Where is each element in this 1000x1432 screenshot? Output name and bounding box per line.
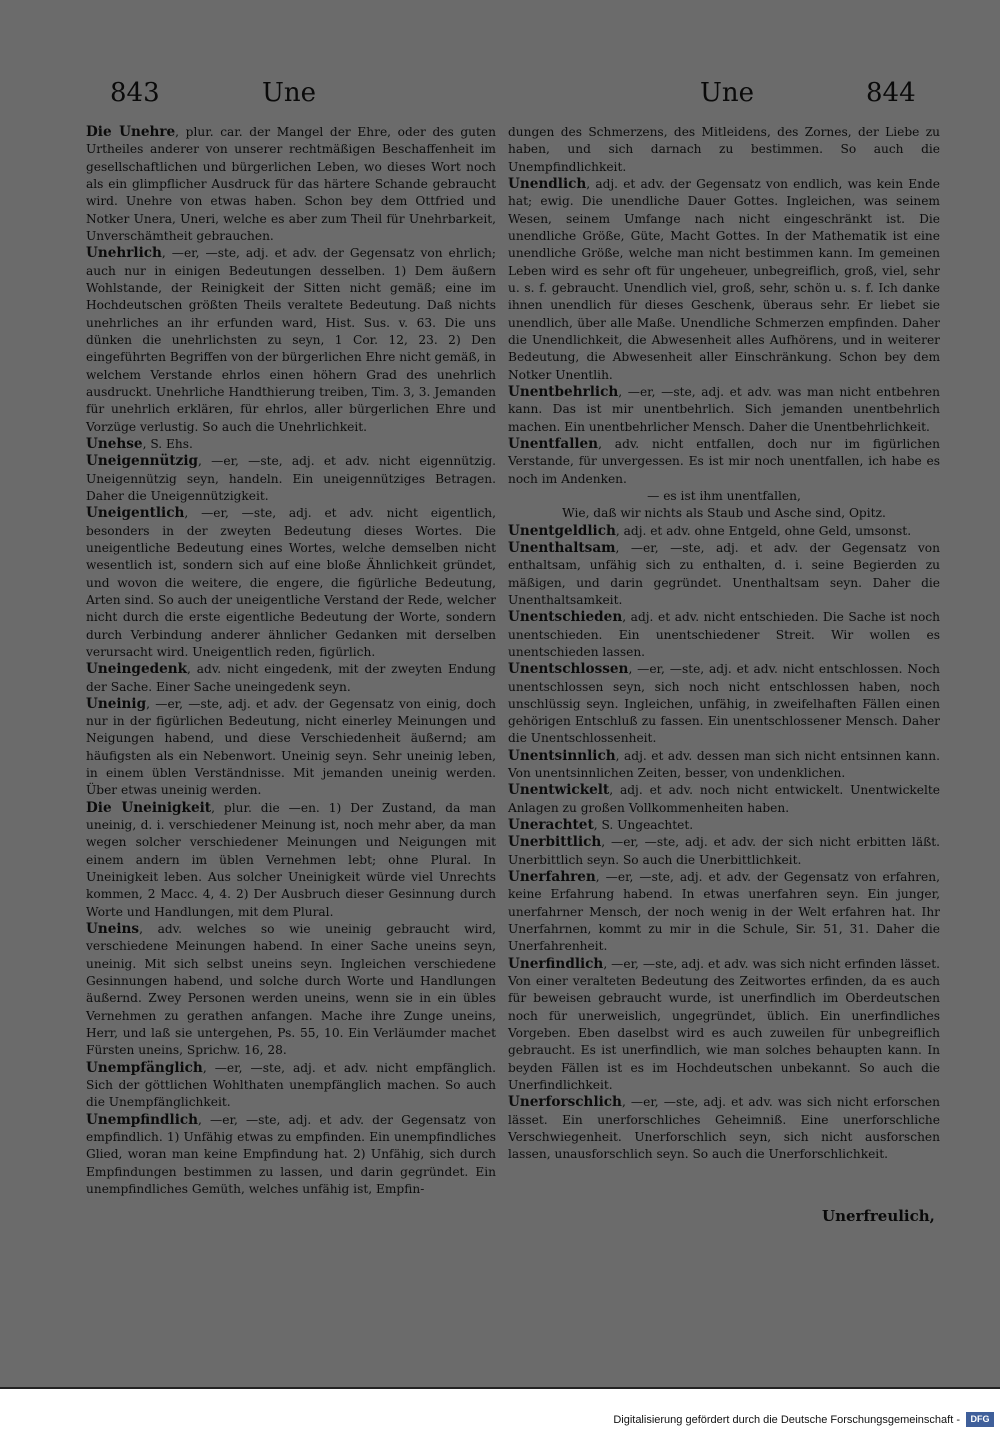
headword: Unentschlossen: [508, 661, 629, 678]
dictionary-entry: [508, 384, 940, 436]
entry-text: , —er, —ste, adj. et adv. nicht eigennützig. Uneigennützig seyn, handeln. Ein uneigennütziges Betragen. Daher die Uneigennützigkeit.: [86, 454, 496, 503]
dictionary-entry: [508, 540, 940, 609]
headword: Unerbittlich: [508, 834, 602, 851]
entry-text: , —er, —ste, adj. et adv. nicht empfänglich. Sich der göttlichen Wohlthaten unempfänglich machen. So auch die Unempfänglichkeit.: [86, 1060, 496, 1110]
dictionary-entry: [86, 124, 496, 245]
headword: Unenthaltsam: [508, 539, 616, 556]
entry-text: , —er, —ste, adj. et adv. der sich nicht erbitten läßt. Unerbittlich seyn. So auch die Unerbittlichkeit.: [508, 835, 940, 867]
dictionary-entry: [86, 245, 496, 436]
headword: Unentfallen: [508, 435, 599, 452]
entry-text: , —er, —ste, adj. et adv. der Gegensatz von ehrlich; auch nur in einigen Bedeutungen desselben. 1) Dem äußern Wohlstande, der Reinigkeit der Sitten nicht gemäß; eine im Hochdeutschen größten Theils veraltete Bedeutung. Daß nichts unehrliches an ihr erfunden ward, Hist. Sus. v. 63. Die uns dünken die unehrlichsten zu seyn, 1 Cor. 12, 23. 2) Den eingeführten Begriffen von der bürgerlichen Ehre nicht gemäß, in welchem Verstande ehrlos einen höhern Grad des unehrlich ausdruckt. Unehrliche Handthierung treiben, Tim. 3, 3. Jemanden für unehrlich erklären, für ehrlos, aller bürgerlichen Ehre und Vorzüge verlustig. So auch die Unehrlichkeit.: [86, 246, 496, 434]
running-head-right: Une: [700, 78, 755, 108]
dictionary-entry: [508, 869, 940, 956]
headword: Unentschieden: [508, 609, 623, 626]
page-number-right: 844: [866, 78, 916, 108]
entry-text: , —er, —ste, adj. et adv. nicht eigentlich, besonders in der zweyten Bedeutung dieses Wortes. Die uneigentliche Bedeutung eines Wortes, welche demselben nicht wesentlich ist, sondern sich auf eine bloße Ähnlichkeit gründet, und wovon die weitere, die engere, die figürliche Bedeutung, Arten sind. So auch der uneigentliche Verstand der Rede, welcher nicht durch die erste eigentliche Bedeutung der Worte, sondern durch Verbindung anderer ähnlicher Gedanken mit derselben verursacht wird. Uneigentlich reden, figürlich.: [86, 506, 496, 659]
headword: Unempfänglich: [86, 1059, 203, 1076]
entry-text: , —er, —ste, adj. et adv. was man nicht entbehren kann. Das ist mir unentbehrlich. Sich jemanden unentbehrlich machen. Ein unentbehrlicher Mensch. Daher die Unentbehrlichkeit.: [508, 384, 940, 434]
entry-text: , —er, —ste, adj. et adv. was sich nicht erfinden lässet. Von einer veralteten Bedeutung des Zeitwortes erfinden, da es auch für beweisen gebraucht wurde, ist unerfindlich im Oberdeutschen noch für unerweislich, ungegründet, üblich. Ein unerfindliches Vorgeben. Eben daselbst wird es auch zuweilen für unbegreiflich gebraucht. Es ist unerfindlich, wie man solches behaupten kann. In beyden Fällen ist es im Hochdeutschen unbekannt. So auch die Unerfindlichkeit.: [508, 956, 940, 1093]
dictionary-entry: [508, 748, 940, 783]
headword: Uneigennützig: [86, 453, 199, 470]
headword: Unerforschlich: [508, 1094, 622, 1111]
entry-text: , adj. et adv. noch nicht entwickelt. Unentwickelte Anlagen zu großen Vollkommenheiten haben.: [508, 783, 940, 815]
dictionary-entry: [508, 834, 940, 869]
entry-text: , S. Ehs.: [142, 436, 193, 451]
running-head-left: Une: [262, 78, 317, 108]
headword: Die Uneinigkeit: [86, 799, 212, 816]
dictionary-entry: [508, 817, 940, 834]
verse-line: Wie, daß wir nichts als Staub und Asche sind, Opitz.: [562, 506, 886, 521]
headword: Unentgeldlich: [508, 522, 616, 539]
dictionary-entry: [86, 436, 496, 453]
dictionary-entry: [508, 609, 940, 661]
entry-text: , adj. et adv. dessen man sich nicht entsinnen kann. Von unentsinnlichen Zeiten, besser, von undenklichen.: [508, 748, 940, 781]
entry-text: , —er, —ste, adj. et adv. der Gegensatz von empfindlich. 1) Unfähig etwas zu empfinden. Ein unempfindliches Glied, woran man keine Empfindung hat. 2) Unfähig, sich durch Empfindungen bestimmen zu lassen, und darin gegründet. Ein unempfindliches Gemüth, welches unfähig ist, Empfin-: [86, 1112, 496, 1197]
dictionary-entry: [508, 1094, 940, 1163]
page-number-left: 843: [110, 78, 160, 108]
entry-text: , adv. nicht entfallen, doch nur im figürlichen Verstande, für unvergessen. Es ist mir noch unentfallen, ich habe es noch im Andenken.: [508, 436, 940, 486]
dictionary-entry: [508, 956, 940, 1095]
dictionary-entry: [86, 800, 496, 921]
entry-text: dungen des Schmerzens, des Mitleidens, des Zornes, der Liebe zu haben, und sich darnach zu bestimmen. So auch die Unempfindlichkeit.: [508, 125, 940, 174]
dictionary-entry: [508, 523, 940, 540]
headword: Unehse: [86, 435, 143, 452]
left-column: [86, 124, 496, 1198]
entry-text: , —er, —ste, adj. et adv. der Gegensatz von enthaltsam, unfähig sich zu enthalten, d. i. seine Begierden zu mäßigen, und darin gegründet. Unenthaltsam seyn. Daher die Unenthaltsamkeit.: [508, 540, 940, 607]
headword: Uneigentlich: [86, 505, 185, 522]
headword: Unerfindlich: [508, 955, 604, 972]
dictionary-entry: [508, 176, 940, 384]
dictionary-entry: [86, 453, 496, 505]
headword: Unentsinnlich: [508, 747, 616, 764]
headword: Unentwickelt: [508, 782, 610, 799]
headword: Unempfindlich: [86, 1111, 199, 1128]
dictionary-entry: [508, 661, 940, 748]
entry-text: , S. Ungeachtet.: [593, 818, 694, 833]
footer-rule: [0, 1387, 1000, 1389]
headword: Die Unehre: [86, 124, 176, 140]
entry-text: , adv. welches so wie uneinig gebraucht wird, verschiedene Meinungen habend. In einer Sache uneins seyn, uneinig. Mit sich selbst uneins seyn. Ingleichen verschiedene Gesinnungen habend, und solche durch Worte und Handlungen äußernd. Zwey Personen werden uneins, wenn sie in ein übles Vernehmen zu gerathen anfangen. Mache ihre Zunge uneins, Herr, und laß sie untergehen, Ps. 55, 10. Ein Verläumder machet Fürsten uneins, Sprichw. 16, 28.: [86, 922, 496, 1058]
dfg-logo: DFG: [966, 1412, 994, 1427]
headword: Uneinig: [86, 695, 147, 712]
entry-text: , adj. et adv. nicht entschieden. Die Sache ist noch unentschieden. Ein unentschiedener Streit. Wir wollen es unentschieden lassen.: [508, 610, 940, 659]
dictionary-entry: [508, 124, 940, 176]
dictionary-entry: [508, 436, 940, 488]
entry-text: , —er, —ste, adj. et adv. der Gegensatz von erfahren, keine Erfahrung habend. In etwas unerfahren seyn. Ein junger, unerfahrner Mensch, der noch wenig in der Welt erfahren hat. Ihr Unerfahrnen, kommt zu mir in die Schule, Sir. 51, 31. Daher die Unerfahrenheit.: [508, 870, 940, 954]
headword: Uneingedenk: [86, 661, 188, 678]
headword: Unerachtet: [508, 817, 594, 834]
dictionary-entry: [86, 1060, 496, 1112]
headword: Unendlich: [508, 175, 587, 192]
entry-text: , plur. car. der Mangel der Ehre, oder des guten Urtheiles anderer von unserer rechtmäßigen Beschaffenheit im gesellschaftlichen und bürgerlichen Leben, wo dieses Wort noch als ein glimpflicher Ausdruck für das härtere Schande gebraucht wird. Unehre von etwas haben. Schon bey dem Ottfried und Notker Unera, Uneri, welche es aber zum Theil für Unehrbarkeit, Unverschämtheit gebrauchen.: [86, 125, 496, 243]
entry-text: , plur. die —en. 1) Der Zustand, da man uneinig, d. i. verschiedener Meinung ist, noch mehr aber, da man wegen solcher verschiedener Meinungen und Neigungen mit einem andern im üblen Vernehmen lebt; ohne Plural. In Uneinigkeit leben. Aus solcher Uneinigkeit würde viel Unrechts kommen, 2 Macc. 4, 4. 2) Der Ausbruch dieser Gesinnung durch Worte und Handlungen, mit dem Plural.: [86, 800, 496, 919]
entry-text: , adv. nicht eingedenk, mit der zweyten Endung der Sache. Einer Sache uneingedenk seyn.: [86, 662, 496, 694]
verse-line: — es ist ihm unentfallen,: [647, 488, 801, 503]
headword: Unentbehrlich: [508, 383, 619, 400]
entry-text: , adj. et adv. ohne Entgeld, ohne Geld, umsonst.: [615, 523, 912, 538]
right-column: [508, 124, 940, 1164]
entry-text: , —er, —ste, adj. et adv. der Gegensatz von einig, doch nur in der figürlichen Bedeutung, nicht einerley Meinungen und Neigungen habend, und diese Verschiedenheit äußernd; am häufigsten als ein Nebenwort. Uneinig seyn. Sehr uneinig leben, in einem üblen Verständnisse. Mit jemanden uneinig werden. Über etwas uneinig werden.: [86, 696, 496, 798]
footer: [0, 1387, 1000, 1432]
dictionary-entry: [86, 661, 496, 696]
entry-text: , adj. et adv. der Gegensatz von endlich, was kein Ende hat; ewig. Die unendliche Dauer Gottes. Ingleichen, was seinem Wesen, seinem Umfange nach nicht eingeschränkt ist. Die unendliche Größe, Güte, Macht Gottes. In der Mathematik ist eine unendliche Größe, welche man nicht bestimmen kann. Im gemeinen Leben wird es sehr oft für ungeheuer, unbegreiflich, groß, viel, sehr u. s. f. gebraucht. Unendlich viel, groß, sehr, schön u. s. f. Ich danke ihnen unendlich für dieses Geschenk, überaus sehr. Er liebet sie unendlich, über alle Maße. Unendliche Schmerzen empfinden. Daher die Unendlichkeit, die Abwesenheit alles Aufhörens, und in weiterer Bedeutung, die Abwesenheit aller Einschränkung. Schon bey dem Notker Unentlih.: [508, 176, 940, 382]
dictionary-entry: [86, 921, 496, 1060]
headword: Unehrlich: [86, 245, 162, 262]
catchword: Unerfreulich,: [822, 1207, 935, 1225]
dictionary-entry: [86, 505, 496, 661]
dictionary-entry: [508, 782, 940, 817]
entry-text: , —er, —ste, adj. et adv. was sich nicht erforschen lässet. Ein unerforschliches Geheimniß. Eine unerforschliche Verschwiegenheit. Unerforschlich seyn, sich nicht ausforschen lassen, unausforschlich seyn. So auch die Unerforschlichkeit.: [508, 1095, 940, 1162]
dictionary-entry: [86, 1112, 496, 1199]
funding-note: Digitalisierung gefördert durch die Deutsche Forschungsgemeinschaft -: [613, 1414, 960, 1426]
dictionary-entry: [86, 696, 496, 800]
entry-text: , —er, —ste, adj. et adv. nicht entschlossen. Noch unentschlossen seyn, sich noch nicht entschlossen haben, noch unschlüssig seyn. Ingleichen, unfähig, in zweifelhaften Fällen einen gehörigen Entschluß zu fassen. Ein unentschlossener Mensch. Daher die Unentschlossenheit.: [508, 662, 940, 746]
headword: Unerfahren: [508, 869, 596, 886]
headword: Uneins: [86, 921, 140, 938]
